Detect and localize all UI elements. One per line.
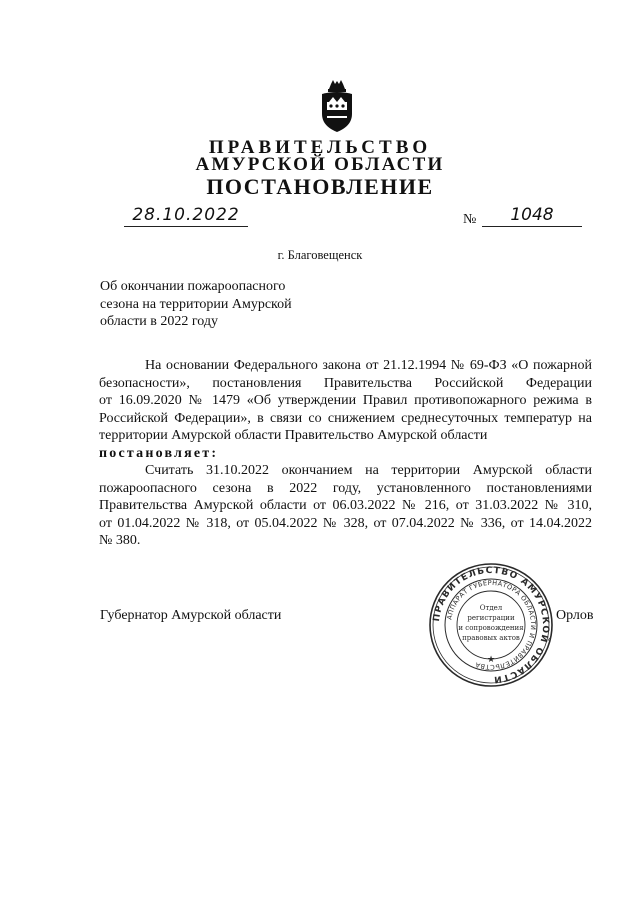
document-type-title: ПОСТАНОВЛЕНИЕ: [206, 174, 434, 199]
document-date: 28.10.2022: [124, 204, 248, 227]
body-line: Российской Федерации», в связи со снижением среднесуточных температур на: [99, 410, 592, 426]
subject-line: Об окончании пожароопасного: [100, 279, 286, 294]
region-title: АМУРСКОЙ ОБЛАСТИ: [195, 154, 445, 175]
stamp-center-line: и сопровождения: [458, 624, 524, 632]
document-subject: [100, 278, 340, 331]
government-title: ПРАВИТЕЛЬСТВО: [208, 137, 432, 158]
decree-word: постановляет:: [99, 445, 219, 461]
coat-of-arms-emblem: [314, 80, 360, 134]
document-number: 1048: [482, 204, 582, 227]
body-line: Правительства Амурской области от 06.03.2022 № 216, от 31.03.2022 № 310,: [99, 498, 592, 513]
stamp-inner-text: АППАРАТ ГУБЕРНАТОРА ОБЛАСТИ И ПРАВИТЕЛЬСТВА: [445, 578, 538, 672]
body-line: от 01.04.2022 № 318, от 05.04.2022 № 328, от 07.04.2022 № 336, от 14.04.2022: [99, 515, 592, 531]
signatory-position: Губернатор Амурской области: [100, 608, 282, 623]
body-line: № 380.: [99, 533, 141, 548]
body-line: от 16.09.2020 № 1479 «Об утверждении Правил противопожарного режима в: [99, 393, 592, 408]
subject-line: области в 2022 году: [100, 314, 219, 329]
subject-line: сезона на территории Амурской: [100, 296, 292, 312]
body-line: Считать 31.10.2022 окончанием на территории Амурской области: [145, 463, 592, 478]
body-line: На основании Федерального закона от 21.12.1994 № 69-ФЗ «О пожарной: [145, 358, 592, 373]
stamp-outer-text: ПРАВИТЕЛЬСТВО АМУРСКОЙ ОБЛАСТИ: [431, 565, 551, 685]
body-line: территории Амурской области Правительство Амурской области: [99, 428, 488, 443]
body-line: безопасности», постановления Правительства Российской Федерации: [99, 375, 592, 391]
stamp-center-line: правовых актов: [462, 634, 520, 642]
document-body: [99, 357, 592, 550]
stamp-center-line: Отдел: [479, 604, 503, 612]
number-label: №: [463, 212, 477, 227]
svg-text:★: ★: [486, 655, 496, 665]
issue-city: г. Благовещенск: [277, 248, 363, 262]
stamp-center-line: регистрации: [467, 614, 515, 622]
body-line: пожароопасного сезона в 2022 году, установленного постановлениями: [99, 480, 592, 496]
signatory-name: Орлов: [556, 608, 594, 623]
official-seal-stamp: [428, 562, 554, 688]
